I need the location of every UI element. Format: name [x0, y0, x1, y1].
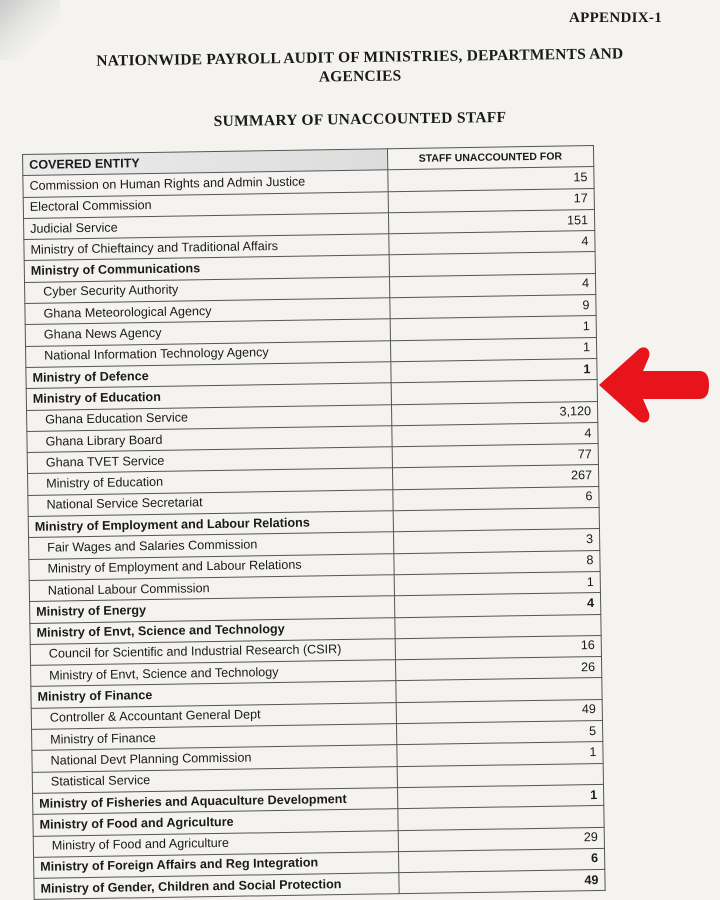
column-header-entity: COVERED ENTITY — [23, 149, 388, 176]
document-subtitle: SUMMARY OF UNACCOUNTED STAFF — [213, 108, 507, 131]
staff-count-cell: 4 — [388, 231, 595, 256]
staff-count-cell: 151 — [388, 209, 595, 234]
entity-name-cell: National Labour Commission — [29, 575, 394, 602]
entity-name-cell: Commission on Human Rights and Admin Justice — [23, 170, 388, 197]
entity-name-cell: Fair Wages and Salaries Commission — [29, 532, 394, 559]
staff-count-cell: 15 — [387, 167, 594, 192]
entity-name-cell: Ministry of Envt, Science and Technology — [31, 660, 396, 687]
staff-count-cell: 4 — [389, 273, 596, 298]
entity-name-cell: Ghana Library Board — [27, 426, 392, 453]
staff-count-cell: 49 — [398, 870, 605, 895]
entity-name-cell: Ministry of Food and Agriculture — [33, 830, 398, 857]
staff-count-cell: 1 — [394, 571, 601, 596]
entity-name-cell: National Devt Planning Commission — [32, 745, 397, 772]
column-header-staff: STAFF UNACCOUNTED FOR — [387, 146, 594, 171]
entity-name-cell: Ghana News Agency — [25, 319, 390, 346]
staff-count-cell: 8 — [393, 550, 600, 575]
ministry-name-cell: Ministry of Communications — [24, 255, 389, 282]
staff-count-cell: 16 — [395, 635, 602, 660]
entity-name-cell: Ghana Meteorological Agency — [25, 298, 390, 325]
ministry-name-cell: Ministry of Fisheries and Aquaculture Development — [33, 788, 398, 815]
ministry-name-cell: Ministry of Gender, Children and Social Protection — [34, 873, 399, 900]
entity-name-cell: Statistical Service — [32, 766, 397, 793]
red-arrow-icon — [595, 345, 710, 425]
summary-table — [22, 145, 606, 900]
table-body — [23, 167, 605, 900]
ministry-name-cell: Ministry of Employment and Labour Relations — [28, 511, 393, 538]
appendix-label: APPENDIX-1 — [569, 10, 662, 26]
entity-name-cell: National Service Secretariat — [28, 489, 393, 516]
entity-name-cell: Electoral Commission — [23, 191, 388, 218]
ministry-name-cell: Ministry of Envt, Science and Technology — [30, 617, 395, 644]
staff-count-cell: 4 — [391, 422, 598, 447]
entity-name-cell: Judicial Service — [24, 213, 389, 240]
entity-name-cell: Ministry of Chieftaincy and Traditional Affairs — [24, 234, 389, 261]
staff-count-cell: 6 — [392, 486, 599, 511]
ministry-name-cell: Ministry of Education — [26, 383, 391, 410]
staff-count-cell: 29 — [398, 827, 605, 852]
entity-name-cell: Council for Scientific and Industrial Research (CSIR) — [30, 639, 395, 666]
staff-count-cell: 1 — [397, 784, 604, 809]
entity-name-cell: Ministry of Finance — [32, 724, 397, 751]
ministry-name-cell: Ministry of Food and Agriculture — [33, 809, 398, 836]
staff-count-cell: 49 — [396, 699, 603, 724]
entity-name-cell: Ministry of Employment and Labour Relations — [29, 553, 394, 580]
entity-name-cell: Controller & Accountant General Dept — [31, 702, 396, 729]
summary-table-container — [22, 145, 606, 900]
entity-name-cell: National Information Technology Agency — [26, 340, 391, 367]
entity-name-cell: Ghana TVET Service — [27, 447, 392, 474]
entity-name-cell: Ghana Education Service — [27, 404, 392, 431]
page-corner-shadow — [0, 0, 60, 60]
entity-name-cell: Cyber Security Authority — [25, 277, 390, 304]
staff-count-cell: 1 — [390, 316, 597, 341]
staff-count-cell: 3 — [393, 529, 600, 554]
staff-count-cell: 1 — [396, 742, 603, 767]
staff-count-cell: 3,120 — [391, 401, 598, 426]
staff-count-cell: 1 — [390, 358, 597, 383]
staff-count-cell: 6 — [398, 848, 605, 873]
staff-count-cell: 267 — [392, 465, 599, 490]
staff-count-cell: 1 — [390, 337, 597, 362]
staff-count-cell: 5 — [396, 720, 603, 745]
ministry-name-cell: Ministry of Defence — [26, 362, 391, 389]
staff-count-cell: 9 — [389, 295, 596, 320]
ministry-name-cell: Ministry of Energy — [30, 596, 395, 623]
entity-name-cell: Ministry of Education — [28, 468, 393, 495]
staff-count-cell: 17 — [388, 188, 595, 213]
ministry-name-cell: Ministry of Finance — [31, 681, 396, 708]
staff-count-cell: 26 — [395, 657, 602, 682]
document-title-line1: NATIONWIDE PAYROLL AUDIT OF MINISTRIES, DEPARTMENTS AND — [96, 45, 624, 70]
document-title — [40, 44, 680, 91]
staff-count-cell: 77 — [392, 444, 599, 469]
document-title-line2: AGENCIES — [318, 67, 402, 86]
staff-count-cell: 4 — [394, 593, 601, 618]
ministry-name-cell: Ministry of Foreign Affairs and Reg Integration — [34, 851, 399, 878]
